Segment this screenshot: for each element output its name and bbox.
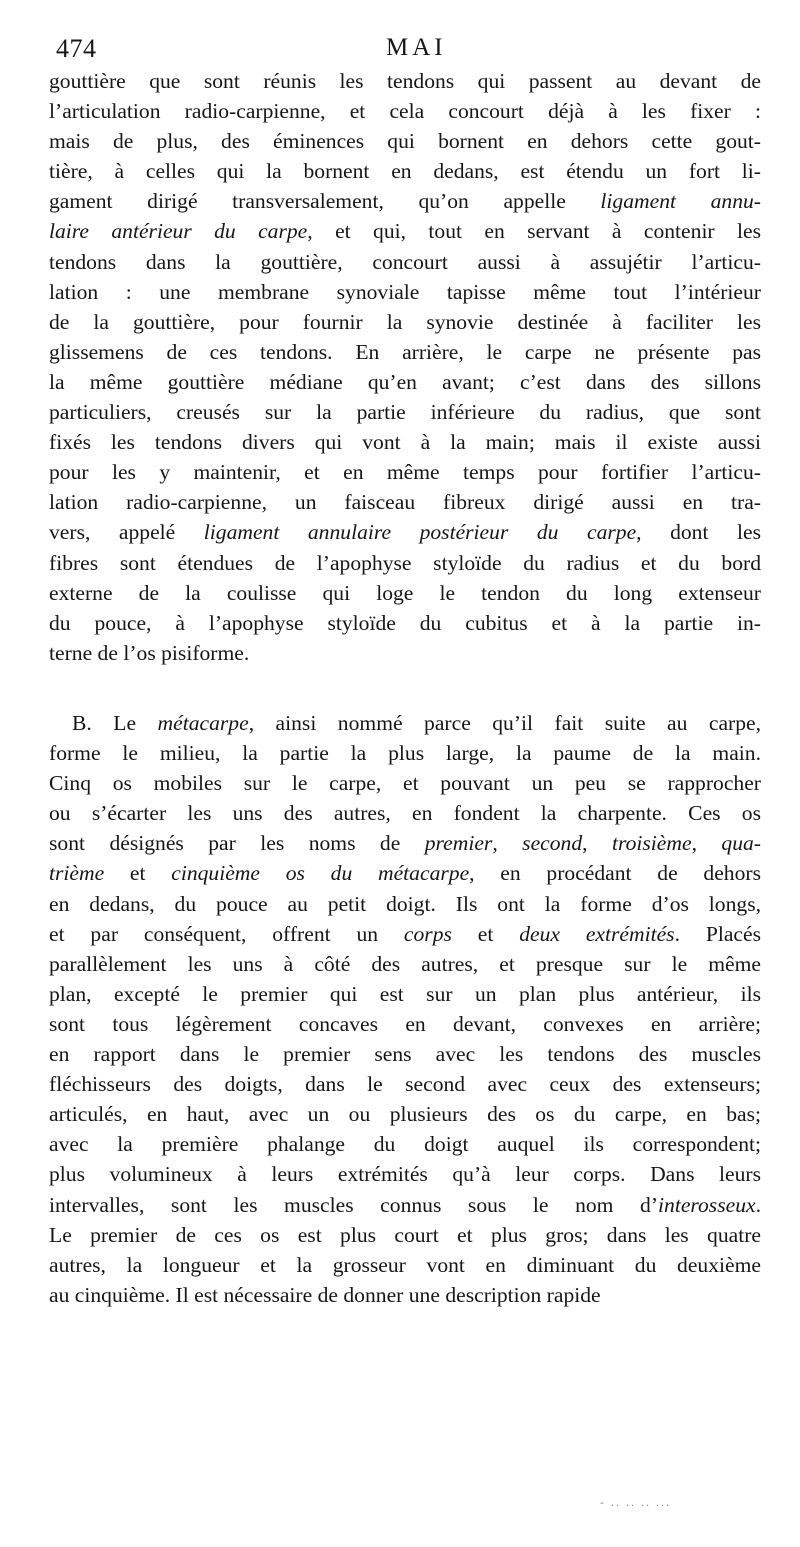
text-line	[49, 768, 761, 798]
text-line	[49, 337, 761, 367]
text-run: particuliers, creusés sur la partie inférieure du radius, que sont	[49, 400, 761, 425]
italic-text: métacarpe	[157, 711, 249, 735]
text-run: l’articulation radio-carpienne, et cela concourt déjà à les fixer :	[49, 99, 761, 124]
text-line	[49, 949, 761, 979]
text-run: articulés, en haut, avec un ou plusieurs des os du carpe, en bas;	[49, 1102, 761, 1127]
text-line	[49, 858, 761, 888]
text-run: forme le milieu, la partie la plus large, la paume de la main.	[49, 741, 761, 766]
text-line	[49, 277, 761, 307]
text-run: pour les y maintenir, et en même temps pour fortifier l’articu-	[49, 460, 761, 485]
text-line	[49, 307, 761, 337]
text-line	[49, 367, 761, 397]
page-header	[56, 34, 756, 70]
paragraph-1	[49, 66, 761, 668]
text-line	[49, 1220, 761, 1250]
text-line	[49, 1280, 761, 1310]
text-run: , dont les	[636, 520, 761, 545]
text-run: tière, à celles qui la bornent en dedans, est étendu un fort li-	[49, 159, 761, 184]
text-run: fibres sont étendues de l’apophyse styloïde du radius et du bord	[49, 550, 761, 575]
text-line	[49, 548, 761, 578]
text-line	[49, 708, 761, 738]
text-run: sont désignés par les noms de	[49, 831, 425, 856]
text-line	[49, 96, 761, 126]
text-line	[49, 457, 761, 487]
text-run: ,	[582, 831, 612, 856]
text-line	[49, 126, 761, 156]
text-run: fléchisseurs des doigts, dans le second avec ceux des extenseurs;	[49, 1072, 761, 1097]
text-run: ,	[492, 831, 523, 856]
italic-text: ligament annu-	[600, 189, 761, 214]
text-line	[49, 1069, 761, 1099]
text-run: plus volumineux à leurs extrémités qu’à leur corps. Dans leurs	[49, 1162, 761, 1187]
footer-marks: - .. .. .. ...	[600, 1495, 671, 1509]
text-run: externe de la coulisse qui loge le tendon du long extenseur	[49, 580, 761, 605]
text-run: gouttière que sont réunis les tendons qui passent au devant de	[49, 69, 761, 93]
text-run: tendons dans la gouttière, concourt aussi à assujétir l’articu-	[49, 249, 761, 274]
text-line	[49, 1039, 761, 1069]
text-run: sont tous légèrement concaves en devant, convexes en arrière;	[49, 1011, 761, 1036]
text-line	[49, 1009, 761, 1039]
text-line	[49, 66, 761, 96]
text-run: parallèlement les uns à côté des autres, et presque sur le même	[49, 951, 761, 976]
text-run: fixés les tendons divers qui vont à la main; mais il existe aussi	[49, 430, 761, 455]
text-line	[49, 247, 761, 277]
text-line	[49, 979, 761, 1009]
text-run: autres, la longueur et la grosseur vont en diminuant du deuxième	[49, 1252, 761, 1277]
text-line	[49, 1190, 761, 1220]
text-line	[49, 608, 761, 638]
paragraph-2	[49, 708, 761, 1310]
text-run: , en procédant de dehors	[469, 861, 761, 886]
text-run: lation : une membrane synoviale tapisse même tout l’intérieur	[49, 279, 761, 304]
text-line	[49, 517, 761, 547]
text-run: . Placés	[674, 921, 761, 946]
text-line	[49, 397, 761, 427]
italic-text: interosseux	[658, 1192, 756, 1217]
text-run: du pouce, à l’apophyse styloïde du cubitus et à la partie in-	[49, 610, 761, 635]
text-line	[49, 798, 761, 828]
text-run: et	[451, 921, 520, 946]
text-line	[49, 427, 761, 457]
text-run: ,	[691, 831, 722, 856]
text-line	[49, 578, 761, 608]
text-line	[49, 1159, 761, 1189]
italic-text: troisième	[611, 831, 692, 856]
text-run: Le premier de ces os est plus court et plus gros; dans les quatre	[49, 1222, 761, 1247]
text-run: ou s’écarter les uns des autres, en fondent la charpente. Ces os	[49, 801, 761, 826]
text-line	[49, 638, 761, 668]
italic-text: qua-	[721, 831, 761, 856]
italic-text: cinquième os du métacarpe	[171, 861, 470, 886]
text-line	[49, 828, 761, 858]
italic-text: laire antérieur du carpe	[49, 219, 308, 244]
text-line	[49, 186, 761, 216]
text-run: de la gouttière, pour fournir la synovie destinée à faciliter les	[49, 309, 761, 334]
text-line	[49, 1250, 761, 1280]
text-line	[49, 738, 761, 768]
text-run: avec la première phalange du doigt auquel ils correspondent;	[49, 1132, 761, 1157]
text-run: vers, appelé	[49, 520, 204, 545]
text-line	[49, 156, 761, 186]
text-run: et	[104, 861, 172, 886]
italic-text: ligament annulaire postérieur du carpe	[203, 520, 637, 545]
page-number: 474	[56, 34, 97, 63]
text-run: et par conséquent, offrent un	[49, 921, 404, 946]
italic-text: corps	[403, 921, 452, 946]
italic-text: premier	[424, 831, 493, 856]
text-run: la même gouttière médiane qu’en avant; c’est dans des sillons	[49, 369, 761, 394]
italic-text: deux extrémités	[519, 921, 675, 946]
text-run: terne de l’os pisiforme.	[49, 640, 250, 665]
text-run: glissemens de ces tendons. En arrière, le carpe ne présente pas	[49, 339, 761, 364]
text-line	[49, 487, 761, 517]
text-line	[49, 919, 761, 949]
italic-text: trième	[49, 861, 105, 886]
text-run: mais de plus, des éminences qui bornent en dehors cette gout-	[49, 129, 761, 154]
text-run: gament dirigé transversalement, qu’on appelle	[49, 189, 601, 214]
text-run: Cinq os mobiles sur le carpe, et pouvant un peu se rapprocher	[49, 771, 761, 796]
text-line	[49, 1129, 761, 1159]
text-run: , et qui, tout en servant à contenir les	[307, 219, 762, 244]
text-line	[49, 216, 761, 246]
text-run: .	[755, 1192, 761, 1217]
text-run: , ainsi nommé parce qu’il fait suite au carpe,	[248, 711, 762, 735]
text-run: en dedans, du pouce au petit doigt. Ils ont la forme d’os longs,	[49, 891, 761, 916]
text-line	[49, 889, 761, 919]
text-run: au cinquième. Il est nécessaire de donner une description rapide	[49, 1282, 601, 1307]
running-head: MAI	[386, 34, 447, 61]
text-run: B. Le	[72, 711, 158, 735]
text-run: plan, excepté le premier qui est sur un plan plus antérieur, ils	[49, 981, 761, 1006]
italic-text: second	[522, 831, 583, 856]
text-run: intervalles, sont les muscles connus sous le nom d’	[49, 1192, 659, 1217]
text-run: lation radio-carpienne, un faisceau fibreux dirigé aussi en tra-	[49, 490, 761, 515]
text-run: en rapport dans le premier sens avec les tendons des muscles	[49, 1042, 761, 1067]
text-line	[49, 1099, 761, 1129]
